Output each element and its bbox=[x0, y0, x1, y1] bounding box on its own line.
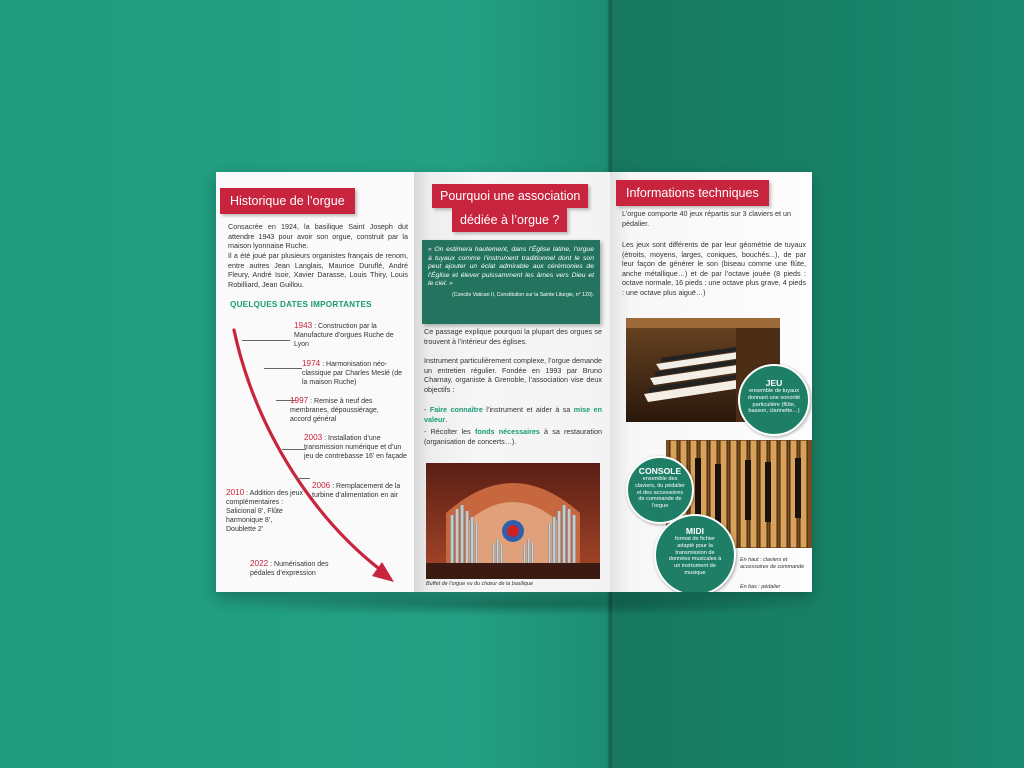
timeline-date-2022 bbox=[250, 559, 350, 578]
date-year: 2022 bbox=[250, 559, 269, 568]
date-text: : Installation d’une transmission numérique et d’un jeu de contrebasse 16’ en façade bbox=[304, 435, 407, 460]
date-text: : Construction par la Manufacture d’orgues Ruche de Lyon bbox=[294, 323, 394, 348]
history-title: Historique de l’orgue bbox=[220, 188, 355, 214]
vatican-quote-box bbox=[422, 240, 600, 324]
date-text: : Numérisation des pédales d’expression bbox=[250, 561, 329, 577]
date-text: : Harmonisation néo-classique par Charles Meslé (de la maison Ruche) bbox=[302, 361, 402, 386]
association-paragraph-2: Instrument particulièrement complexe, l’orgue demande un entretien régulier. Fondée en 1993 par Bruno Charnay, organiste à Grenoble, l’association vise deux objectifs : bbox=[424, 356, 602, 394]
console-circle bbox=[626, 456, 694, 524]
panel-history bbox=[216, 172, 414, 592]
goal-1-middle: l’instrument et aider à sa bbox=[482, 405, 574, 414]
quote-text: « On estimera hautement, dans l’Église latine, l’orgue à tuyaux comme l’instrument traditionnel dont le son peut ajouter un éclat admirable aux cérémonies de l’Église et élever puissamment les âmes vers Dieu et le ciel. » bbox=[428, 246, 594, 288]
goal-2-prefix: - Récolter les bbox=[424, 427, 475, 436]
date-text: : Remplacement de la turbine d’alimentation en air bbox=[312, 483, 401, 499]
brochure bbox=[216, 172, 812, 592]
caption-bottom: En bas : pédalier bbox=[740, 584, 781, 590]
history-paragraph-1: Consacrée en 1924, la basilique Saint Joseph dut attendre 1943 pour avoir son orgue, construit par la maison lyonnaise Ruche. bbox=[228, 222, 408, 250]
midi-circle bbox=[654, 514, 736, 592]
date-year: 1943 bbox=[294, 321, 313, 330]
midi-title: MIDI bbox=[685, 526, 705, 536]
technical-paragraph-2: Les jeux sont différents de par leur géométrie de tuyaux (étroits, moyens, larges, coniques, bouchés...), de par leur façon de générer le son (biseau comme une flûte, anche métallique…) et de par l’octave jouée (8 pieds : octave normale, 16 pieds : une octave plus grave, 4 pieds : une octave plus aiguë…) bbox=[622, 240, 806, 297]
timeline-date-2006 bbox=[312, 481, 408, 500]
timeline-date-1974 bbox=[302, 359, 404, 387]
association-title bbox=[432, 184, 588, 208]
association-title-line-1: Pourquoi une association bbox=[440, 189, 581, 203]
brochure-shadow bbox=[210, 592, 818, 616]
association-goal-1 bbox=[424, 405, 602, 424]
association-title-line-2: dédiée à l’orgue ? bbox=[460, 213, 560, 227]
organ-buffet-image bbox=[426, 463, 600, 579]
timeline-date-2003 bbox=[304, 433, 408, 461]
goal-2-end: à sa restauration (organisation de concerts…). bbox=[424, 427, 602, 446]
timeline-tick bbox=[296, 478, 310, 479]
date-text: : Addition des jeux complémentaires : Salicional 8’, Flûte harmonique 8’, Doublette 2’ bbox=[226, 490, 303, 533]
dates-heading: QUELQUES DATES IMPORTANTES bbox=[230, 300, 372, 309]
association-goal-2 bbox=[424, 427, 602, 446]
date-text: : Remise à neuf des membranes, dépoussiérage, accord général bbox=[290, 398, 379, 423]
timeline-date-2010 bbox=[226, 488, 304, 534]
timeline-tick bbox=[264, 368, 302, 369]
date-year: 1974 bbox=[302, 359, 321, 368]
history-paragraph-2: Il a été joué par plusieurs organistes français de renom, entre autres Jean Langlais, Maurice Duruflé, André Fleury, André Isoir, Xavier Darasse, Louis Thiry, Louis Robilliard, Jean Guillou. bbox=[228, 251, 408, 289]
association-paragraph-1: Ce passage explique pourquoi la plupart des orgues se trouvent à l’intérieur des églises. bbox=[424, 327, 602, 346]
goal-1-highlight-1: Faire connaître bbox=[429, 405, 483, 414]
date-year: 1997 bbox=[290, 396, 309, 405]
midi-description: format de fichier adapté pour la transmission de données musicales à un instrument de musique bbox=[668, 536, 722, 576]
jeu-circle bbox=[738, 364, 810, 436]
goal-1-highlight-2: mise en valeur bbox=[424, 405, 603, 424]
technical-paragraph-1: L’orgue comporte 40 jeux répartis sur 3 claviers et un pédalier. bbox=[622, 209, 791, 228]
timeline-date-1943 bbox=[294, 321, 404, 349]
date-year: 2003 bbox=[304, 433, 323, 442]
technical-title: Informations techniques bbox=[616, 180, 769, 206]
jeu-title: JEU bbox=[765, 378, 783, 388]
date-year: 2010 bbox=[226, 488, 245, 497]
association-title-2 bbox=[452, 208, 567, 232]
date-year: 2006 bbox=[312, 481, 331, 490]
goal-1-prefix: - bbox=[424, 405, 430, 414]
timeline-tick bbox=[242, 340, 290, 341]
timeline-tick bbox=[282, 449, 306, 450]
goal-2-highlight: fonds nécessaires bbox=[474, 427, 540, 436]
panel-technical bbox=[610, 172, 812, 592]
goal-1-end: . bbox=[445, 414, 448, 424]
panel-association bbox=[414, 172, 610, 592]
caption-top: En haut : claviers et accessoires de commande bbox=[740, 557, 805, 570]
jeu-description: ensemble de tuyaux donnant une sonorité particulière (flûte, basson, clarinette…) bbox=[747, 388, 801, 415]
console-description: ensemble des claviers, du pédalier et des accessoires de commande de l’orgue bbox=[635, 476, 685, 510]
console-title: CONSOLE bbox=[638, 466, 682, 476]
quote-source: (Concile Vatican II, Constitution sur la Sainte Liturgie, n° 120). bbox=[452, 291, 594, 298]
organ-buffet-photo bbox=[426, 463, 600, 579]
timeline-date-1997 bbox=[290, 396, 400, 424]
photo-caption: Buffet de l’orgue vu du chœur de la basilique bbox=[426, 581, 533, 587]
